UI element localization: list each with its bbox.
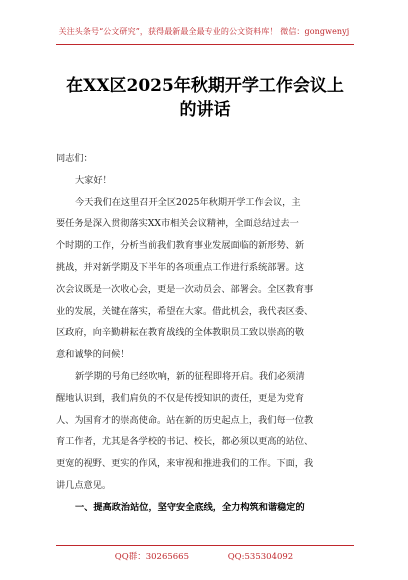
paragraph-2-line: 讲几点意见。 <box>56 479 112 491</box>
paragraph-2-line: 育工作者，尤其是各学校的书记、校长，都必须以更高的站位、 <box>56 436 314 448</box>
paragraph-2-line: 人、为国育才的崇高使命。站在新的历史起点上，我们每一位教 <box>56 414 314 426</box>
paragraph-1-line: 个时期的工作，分析当前我们教育事业发展面临的新形势、新 <box>56 240 305 252</box>
paragraph-2 <box>56 366 366 497</box>
paragraph-1 <box>56 192 366 366</box>
paragraph-1-line: 今天我们在这里召开全区2025年秋期开学工作会议，主 <box>75 196 301 208</box>
paragraph-1-line: 业的发展，关键在落实，希望在大家。借此机会，我代表区委、 <box>56 305 314 317</box>
greeting-text: 大家好！ <box>75 174 112 186</box>
paragraph-2-line: 新学期的号角已经吹响，新的征程即将开启。我们必须清 <box>75 370 305 382</box>
footer-divider <box>56 545 354 546</box>
greeting <box>56 170 366 192</box>
header-note: 关注头条号“公文研究”，获得最新最全最专业的公文资料库！ 微信：gongwenyj <box>58 27 350 36</box>
paragraph-2-line: 醒地认识到，我们肩负的不仅是传授知识的责任，更是为党育 <box>56 392 305 404</box>
paragraph-1-line: 区政府，向辛勤耕耘在教育战线的全体教职员工致以崇高的敬 <box>56 327 305 339</box>
paragraph-1-line: 挑战，并对新学期及下半年的各项重点工作进行系统部署。这 <box>56 261 305 273</box>
header-divider <box>56 44 354 45</box>
section-heading-1 <box>56 497 366 519</box>
document-body <box>56 148 366 519</box>
paragraph-1-line: 次会议既是一次收心会，更是一次动员会、部署会。全区教育事 <box>56 283 314 295</box>
section-heading-1-text: 一、提高政治站位，坚守安全底线，全力构筑和谐稳定的 <box>75 501 305 513</box>
footer-qq-group: QQ群：30265665 <box>114 552 189 562</box>
footer-qq-number: QQ:535304092 <box>227 552 294 562</box>
footer-contacts <box>0 550 408 562</box>
salutation-text: 同志们： <box>56 153 93 164</box>
title-line-2: 的讲话 <box>179 100 231 120</box>
salutation <box>56 148 366 170</box>
document-title <box>40 74 370 122</box>
paragraph-1-line: 意和诚挚的问候！ <box>56 349 130 361</box>
paragraph-1-line: 要任务是深入贯彻落实XX市相关会议精神，全面总结过去一 <box>56 218 299 230</box>
paragraph-2-line: 更宽的视野、更实的作风，来审视和推进我们的工作。下面，我 <box>56 458 314 470</box>
title-line-1: 在XX区2025年秋期开学工作会议上 <box>66 76 344 96</box>
